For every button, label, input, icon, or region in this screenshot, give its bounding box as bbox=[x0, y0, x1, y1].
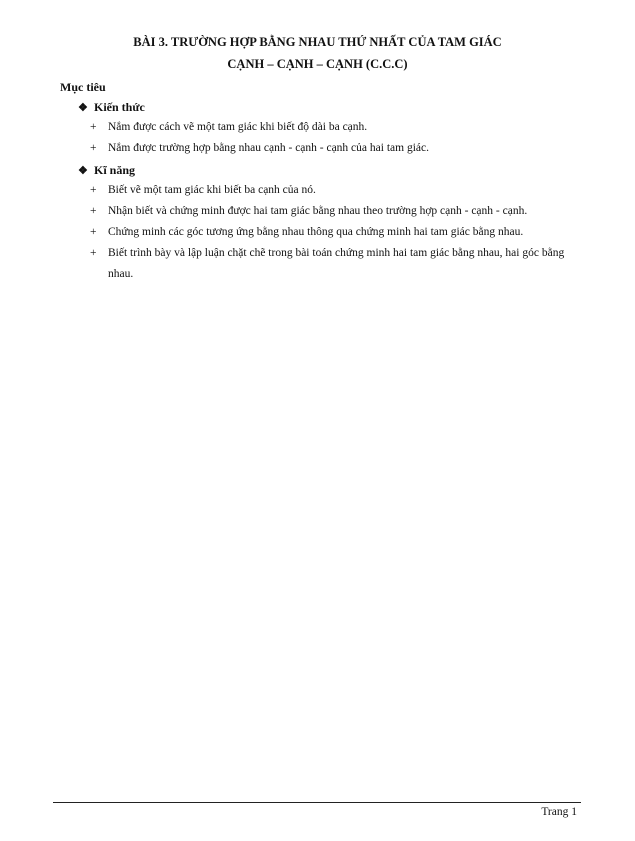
section-title: Kiến thức bbox=[94, 100, 145, 114]
section-knowledge bbox=[78, 100, 145, 115]
list-item: + Biết vẽ một tam giác khi biết ba cạnh của nó. bbox=[90, 180, 590, 201]
list-item: + Chứng minh các góc tương ứng bằng nhau thông qua chứng minh hai tam giác bằng nhau. bbox=[90, 222, 590, 243]
section-title: Kĩ năng bbox=[94, 163, 136, 177]
lesson-subtitle: CẠNH – CẠNH – CẠNH (C.C.C) bbox=[227, 57, 408, 71]
list-item: + Nhận biết và chứng minh được hai tam giác bằng nhau theo trường hợp cạnh - cạnh - cạnh. bbox=[90, 201, 590, 222]
plus-bullet-icon: + bbox=[90, 184, 97, 196]
plus-bullet-icon: + bbox=[90, 142, 97, 154]
list-item: + Biết trình bày và lập luận chặt chẽ trong bài toán chứng minh hai tam giác bằng nhau, hai góc bằng nhau. bbox=[90, 243, 590, 285]
page-number: Trang 1 bbox=[541, 806, 577, 818]
section-skills bbox=[78, 163, 135, 178]
plus-bullet-icon: + bbox=[90, 121, 97, 133]
lesson-title: BÀI 3. TRƯỜNG HỢP BẰNG NHAU THỨ NHẤT CỦA TAM GIÁC bbox=[133, 35, 502, 49]
plus-bullet-icon: + bbox=[90, 205, 97, 217]
plus-bullet-icon: + bbox=[90, 226, 97, 238]
plus-bullet-icon: + bbox=[90, 247, 97, 259]
diamond-bullet-icon: ❖ bbox=[78, 102, 88, 114]
list-item: + Nắm được trường hợp bằng nhau cạnh - cạnh - cạnh của hai tam giác. bbox=[90, 138, 590, 159]
knowledge-list bbox=[90, 117, 590, 159]
objectives-heading: Mục tiêu bbox=[60, 80, 106, 94]
skills-list bbox=[90, 180, 590, 285]
footer-divider bbox=[53, 802, 581, 803]
diamond-bullet-icon: ❖ bbox=[78, 165, 88, 177]
list-item: + Nắm được cách vẽ một tam giác khi biết độ dài ba cạnh. bbox=[90, 117, 590, 138]
